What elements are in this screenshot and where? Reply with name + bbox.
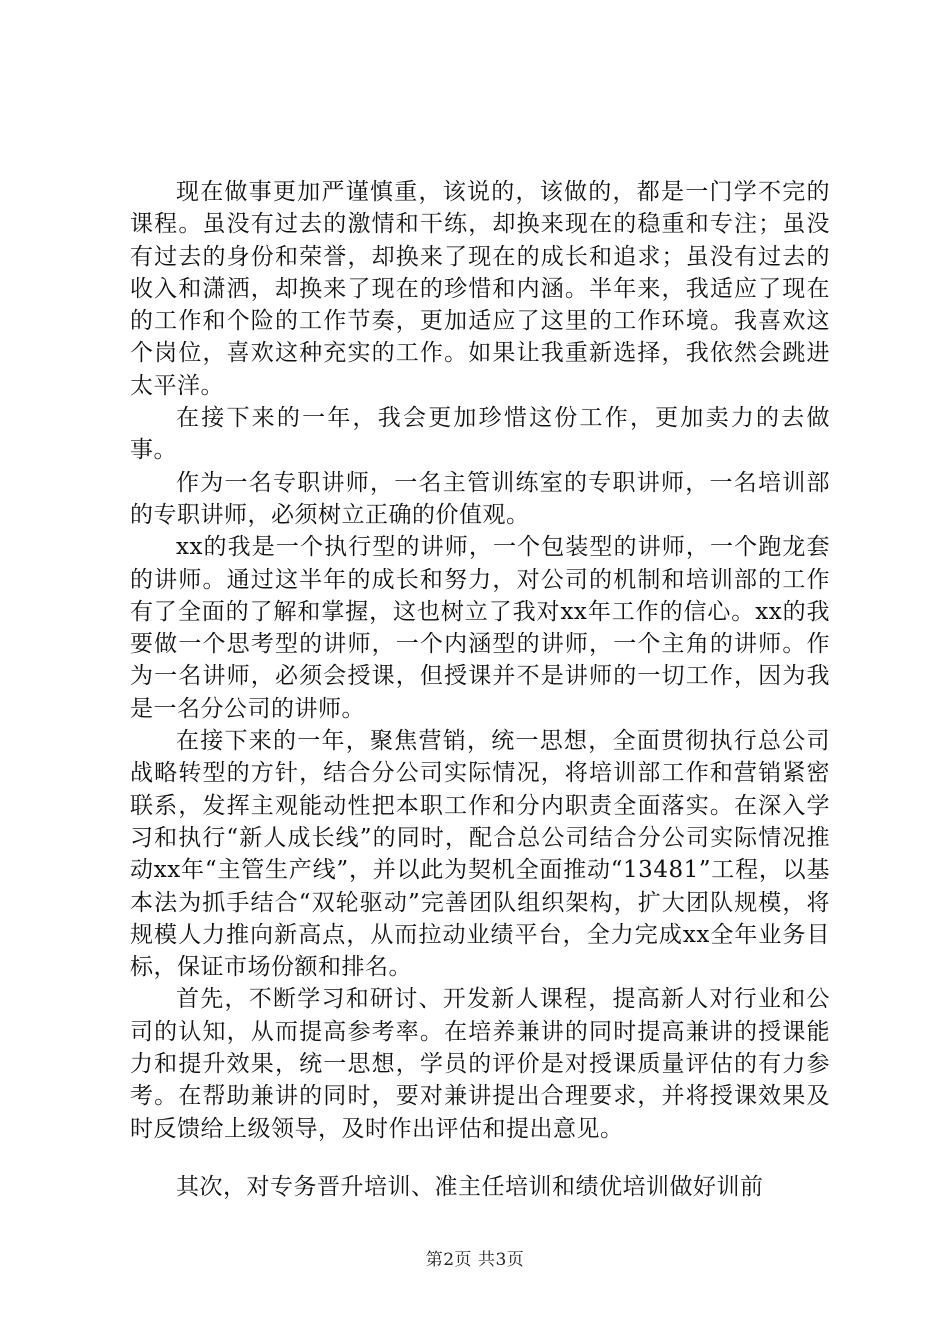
paragraph-3: 作为一名专职讲师，一名主管训练室的专职讲师，一名培训部的专职讲师，必须树立正确的价值观。 [130,469,830,528]
paragraph-6: 首先，不断学习和研讨、开发新人课程，提高新人对行业和公司的认知，从而提高参考率。在培养兼讲的同时提高兼讲的授课能力和提升效果，统一思想，学员的评价是对授课质量评估的有力参考。在帮助兼讲的同时，要对兼讲提出合理要求，并将授课效果及时反馈给上级领导，及时作出评估和提出意见。 [130,986,830,1142]
paragraph-1: 现在做事更加严谨慎重，该说的，该做的，都是一门学不完的课程。虽没有过去的激情和干练，却换来现在的稳重和专注；虽没有过去的身份和荣誉，却换来了现在的成长和追求；虽没有过去的收入和潇洒，却换来了现在的珍惜和内涵。半年来，我适应了现在的工作和个险的工作节奏，更加适应了这里的工作环境。我喜欢这个岗位，喜欢这种充实的工作。如果让我重新选择，我依然会跳进太平洋。 [130,179,830,399]
page-number-footer: 第2页 共3页 [425,1250,525,1270]
paragraph-7: 其次，对专务晋升培训、准主任培训和绩优培训做好训前 [176,1173,764,1200]
paragraph-2: 在接下来的一年，我会更加珍惜这份工作，更加卖力的去做事。 [130,405,830,464]
paragraph-5: 在接下来的一年，聚焦营销，统一思想，全面贯彻执行总公司战略转型的方针，结合分公司实际情况，将培训部工作和营销紧密联系，发挥主观能动性把本职工作和分内职责全面落实。在深入学习和执行“新人成长线”的同时，配合总公司结合分公司实际情况推动xx年“主管生产线”，并以此为契机全面推动“13481”工程，以基本法为抓手结合“双轮驱动”完善团队组织架构，扩大团队规模，将规模人力推向新高点，从而拉动业绩平台，全力完成xx全年业务目标，保证市场份额和排名。 [130,728,830,981]
document-body [130,176,830,1203]
paragraph-4: xx的我是一个执行型的讲师，一个包装型的讲师，一个跑龙套的讲师。通过这半年的成长和努力，对公司的机制和培训部的工作有了全面的了解和掌握，这也树立了我对xx年工作的信心。xx的我要做一个思考型的讲师，一个内涵型的讲师，一个主角的讲师。作为一名讲师，必须会授课，但授课并不是讲师的一切工作，因为我是一名分公司的讲师。 [130,534,830,722]
